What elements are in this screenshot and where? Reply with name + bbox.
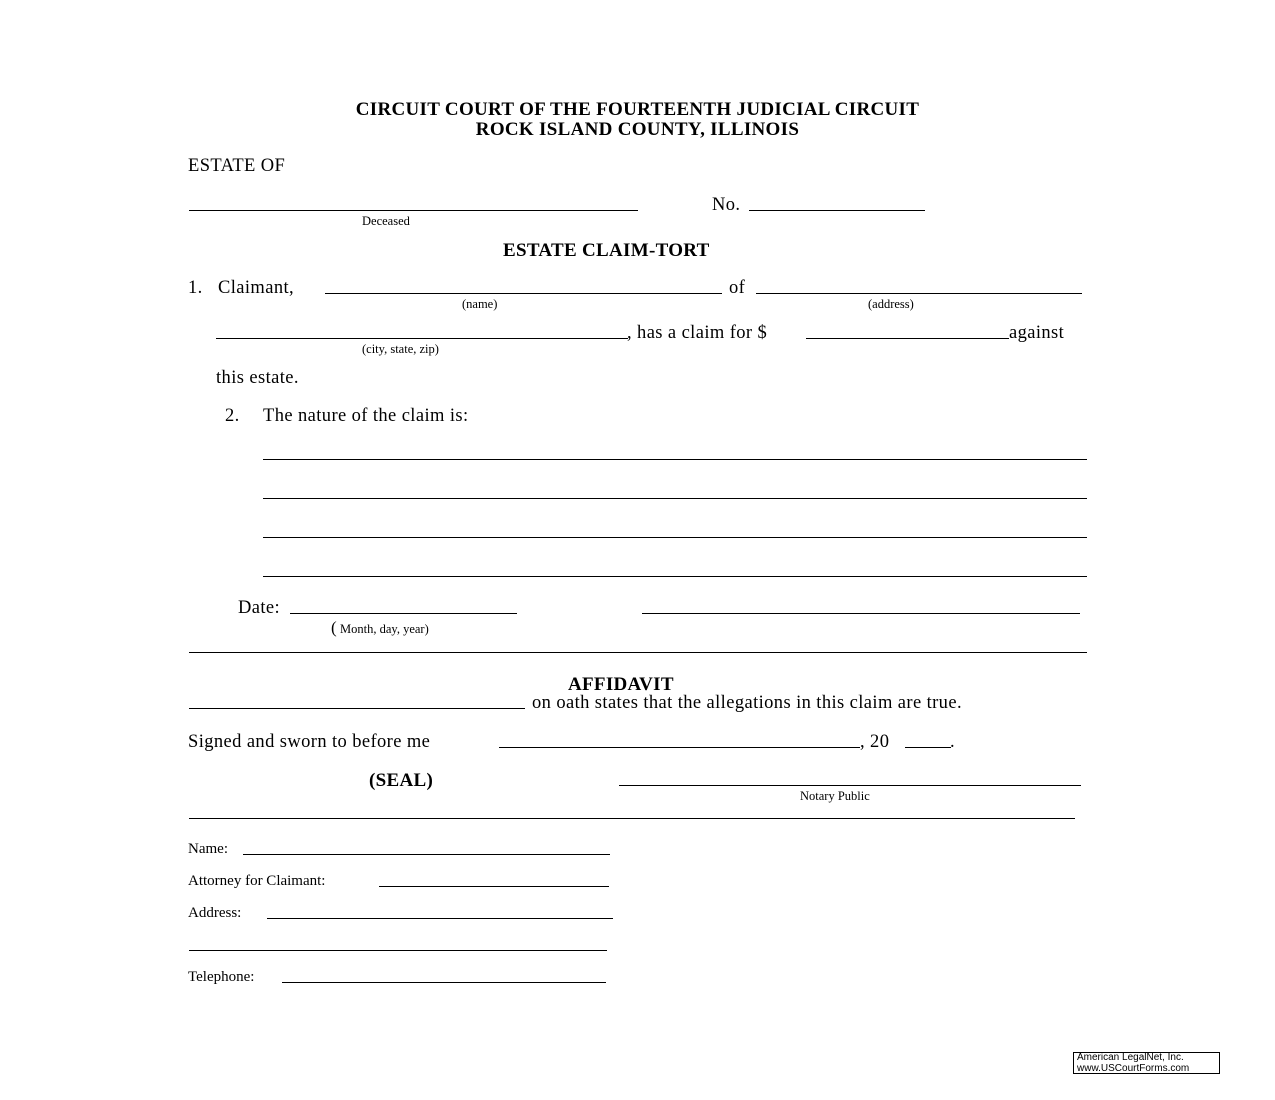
court-name: CIRCUIT COURT OF THE FOURTEENTH JUDICIAL CIRCUIT — [355, 99, 920, 120]
claimant-address-field[interactable] — [756, 293, 1082, 294]
county-name: ROCK ISLAND COUNTY, ILLINOIS — [475, 119, 800, 140]
case-number-field[interactable] — [749, 210, 925, 211]
claim-nature-line-3[interactable] — [263, 537, 1087, 538]
attorney-address-field-2[interactable] — [189, 950, 607, 951]
date-field[interactable] — [290, 613, 517, 614]
section-divider-2 — [189, 818, 1075, 819]
item-2-number: 2. — [225, 406, 240, 426]
estate-of-label: ESTATE OF — [188, 156, 286, 176]
date-caption: Month, day, year) — [340, 622, 429, 636]
claim-nature-line-2[interactable] — [263, 498, 1087, 499]
address-caption: (address) — [868, 297, 914, 311]
city-state-zip-field[interactable] — [216, 338, 628, 339]
claim-nature-label: The nature of the claim is: — [263, 406, 469, 426]
attorney-address-label: Address: — [188, 905, 242, 921]
publisher-website: www.USCourtForms.com — [1077, 1062, 1190, 1074]
seal-label: (SEAL) — [369, 770, 434, 791]
form-title: ESTATE CLAIM-TORT — [503, 240, 710, 261]
item-1-number: 1. — [188, 278, 203, 298]
claimant-label: Claimant, — [218, 278, 295, 298]
of-label: of — [729, 278, 746, 298]
this-estate-text: this estate. — [216, 368, 299, 388]
case-number-label: No. — [712, 195, 741, 215]
claim-nature-line-1[interactable] — [263, 459, 1087, 460]
publisher-footer — [1073, 1052, 1220, 1074]
attorney-name-field[interactable] — [243, 854, 610, 855]
sworn-before-field[interactable] — [499, 747, 860, 748]
year-prefix: , 20 — [860, 732, 890, 752]
against-label: against — [1009, 323, 1065, 343]
claimant-name-field[interactable] — [325, 293, 722, 294]
attorney-for-claimant-label: Attorney for Claimant: — [188, 873, 326, 889]
section-divider-1 — [189, 652, 1087, 653]
city-state-zip-caption: (city, state, zip) — [362, 342, 439, 356]
year-suffix: . — [950, 732, 956, 752]
attorney-for-claimant-field[interactable] — [379, 886, 609, 887]
name-caption: (name) — [462, 297, 498, 311]
year-field[interactable] — [905, 747, 951, 748]
oath-statement: on oath states that the allegations in this claim are true. — [532, 693, 962, 713]
claim-amount-field[interactable] — [806, 338, 1009, 339]
deceased-caption: Deceased — [362, 214, 410, 228]
deceased-name-field[interactable] — [189, 210, 638, 211]
claim-nature-line-4[interactable] — [263, 576, 1087, 577]
date-caption-paren: ( — [331, 618, 337, 637]
claimant-signature-line[interactable] — [642, 613, 1080, 614]
attorney-name-label: Name: — [188, 841, 228, 857]
telephone-field[interactable] — [282, 982, 606, 983]
date-label: Date: — [238, 598, 281, 618]
notary-signature-line[interactable] — [619, 785, 1081, 786]
sworn-before-label: Signed and sworn to before me — [188, 732, 431, 752]
attorney-address-field-1[interactable] — [267, 918, 613, 919]
affiant-name-field[interactable] — [189, 708, 525, 709]
publisher-name: American LegalNet, Inc. — [1077, 1052, 1184, 1063]
affidavit-title: AFFIDAVIT — [568, 674, 674, 695]
claim-amount-label: , has a claim for $ — [627, 323, 768, 343]
notary-caption: Notary Public — [800, 789, 870, 803]
telephone-label: Telephone: — [188, 969, 255, 985]
